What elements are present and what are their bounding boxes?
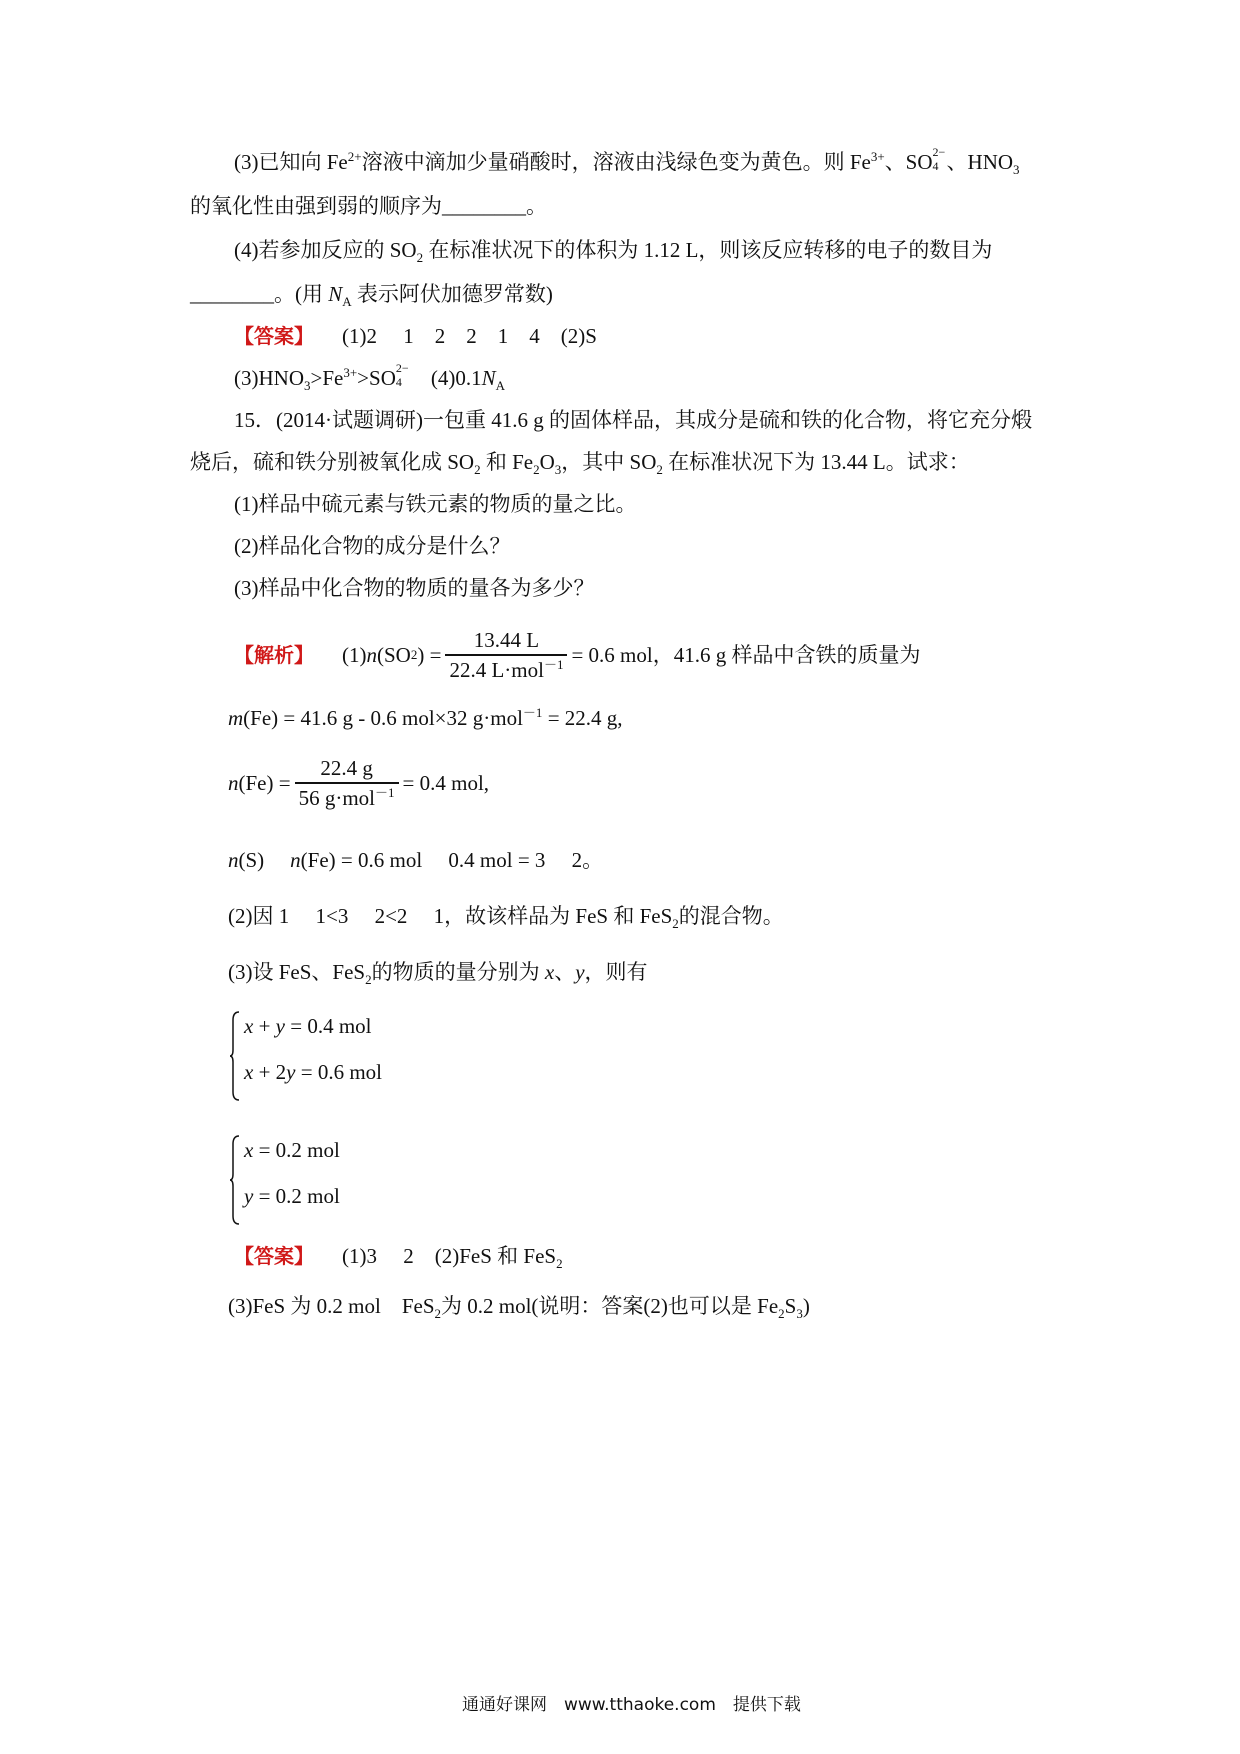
subscript: 2: [474, 462, 481, 478]
text: S: [784, 1294, 797, 1318]
text: ，则有: [584, 960, 648, 984]
text: 溶液中滴加少量硝酸时，溶液由浅绿色变为黄色。则 Fe: [361, 150, 871, 174]
text: m: [228, 706, 244, 730]
charge: 2+: [347, 149, 362, 164]
text: (Fe) = 0.6 mol 0.4 mol = 3 2。: [300, 848, 604, 872]
text: n: [228, 771, 239, 795]
text: (1)3 2 (2)FeS 和 FeS: [342, 1244, 557, 1268]
superscript: －1: [522, 705, 543, 720]
text: 的物质的量分别为: [371, 960, 545, 984]
text: (S): [238, 848, 265, 872]
subscript: 4: [932, 159, 939, 174]
text: = 0.2 mol: [253, 1184, 340, 1208]
q14-answer-line2: [234, 361, 506, 394]
text: (4)0.1: [409, 366, 482, 390]
subscript: 2: [365, 972, 372, 988]
subscript: 3: [1013, 162, 1020, 178]
text: (3)已知向 Fe: [234, 150, 348, 174]
text: x: [244, 1060, 254, 1084]
sulfate-script: [395, 361, 410, 390]
text: 的混合物。: [678, 904, 784, 928]
q15-analysis-part3: [228, 958, 648, 986]
text: n: [228, 848, 239, 872]
text: 22.4 L·mol: [449, 658, 544, 682]
avogadro-symbol: N: [328, 282, 343, 306]
charge: 2−: [932, 145, 946, 160]
text: 在标准状况下的体积为 1.12 L，则该反应转移的电子的数目为: [423, 238, 993, 262]
q15-stem-line1: 15．(2014·试题调研)一包重 41.6 g 的固体样品，其成分是硫和铁的化合物，将它充分煅: [234, 408, 1032, 432]
q15-analysis-part2: [228, 902, 784, 930]
sulfate-script: [932, 145, 947, 174]
text: 表示阿伏加德罗常数): [351, 282, 553, 306]
text: = 0.6 mol，41.6 g 样品中含铁的质量为: [571, 643, 921, 667]
analysis-tag: 【解析】: [234, 643, 314, 667]
q14-part4-line2: [190, 280, 553, 308]
subscript: 3: [303, 378, 311, 394]
q15-sub2: (2)样品化合物的成分是什么？: [234, 534, 511, 558]
text: x: [244, 1138, 254, 1162]
text: 和 Fe: [480, 450, 534, 474]
fraction: [445, 626, 567, 684]
text: >SO: [357, 366, 396, 390]
equation-line: [244, 1182, 340, 1210]
text: + 2: [253, 1060, 287, 1084]
q15-moles-fe: [228, 754, 489, 812]
denominator: [295, 784, 399, 812]
left-brace-icon: [230, 1010, 240, 1102]
text: 烧后，硫和铁分别被氧化成 SO: [190, 450, 475, 474]
text: 、SO: [884, 150, 933, 174]
text: = 0.4 mol,: [402, 771, 490, 795]
answer-tag: 【答案】: [234, 1244, 314, 1268]
q15-sub1: (1)样品中硫元素与铁元素的物质的量之比。: [234, 492, 637, 516]
q15-answer-line1: [234, 1242, 563, 1270]
numerator: 13.44 L: [473, 628, 540, 652]
q15-answer-line2: [228, 1292, 810, 1320]
text: y: [244, 1184, 254, 1208]
text: = 0.2 mol: [253, 1138, 340, 1162]
fraction: [295, 754, 399, 812]
text: 、: [554, 960, 576, 984]
text: n: [366, 643, 377, 667]
subscript: A: [495, 378, 506, 394]
text: ，其中 SO: [561, 450, 657, 474]
q15-ratio: [228, 846, 603, 874]
text: 56 g·mol: [298, 786, 376, 810]
equation-line: [244, 1136, 340, 1164]
text: (2)因 1 1<3 2<2 1，故该样品为 FeS 和 FeS: [228, 904, 673, 928]
superscript: －1: [375, 785, 395, 800]
q14-part4-line1: [234, 236, 992, 264]
q15-sub3: (3)样品中化合物的物质的量各为多少？: [234, 576, 595, 600]
q14-part3-line2: 的氧化性由强到弱的顺序为________。: [190, 194, 547, 218]
text: = 22.4 g,: [542, 706, 623, 730]
subscript: 2: [434, 1306, 442, 1322]
text: 在标准状况下为 13.44 L。试求：: [662, 450, 970, 474]
denominator: [445, 656, 567, 684]
text: (3)FeS 为 0.2 mol FeS: [228, 1294, 435, 1318]
q15-analysis-line1: 【解析】 (1) n (SO 2 ) = $\frac{13.44 L}{22.4 L\cdot mol^{-1}}$ = 0.6 mol，41.6 g 样品中含铁的质量为: [234, 628, 921, 682]
equation-line: [244, 1058, 382, 1086]
equation-system-2: [230, 1134, 430, 1226]
superscript: －1: [543, 657, 564, 672]
text: n: [290, 848, 301, 872]
equation-system-1: [230, 1010, 430, 1102]
equation-line: [244, 1012, 372, 1040]
subscript: 2: [416, 250, 424, 266]
subscript: 3: [554, 462, 562, 478]
charge: 3+: [870, 149, 885, 164]
subscript: 2: [533, 462, 540, 478]
text: y: [575, 960, 585, 984]
text: (1): [342, 643, 367, 667]
q14-part3-line1: [234, 145, 1020, 178]
subscript: 4: [395, 375, 402, 390]
text: (3)设 FeS、FeS: [228, 960, 366, 984]
text: O: [539, 450, 555, 474]
text: = 0.4 mol: [285, 1014, 372, 1038]
answer-text: (1)2 1 2 2 1 4 (2)S: [342, 324, 597, 348]
q15-mass-fe: [228, 704, 623, 732]
numerator: 22.4 g: [320, 756, 373, 780]
answer-tag: 【答案】: [234, 324, 314, 348]
charge: 2−: [395, 361, 409, 376]
subscript: 2: [778, 1306, 785, 1322]
avogadro-symbol: N: [481, 366, 496, 390]
text: (4)若参加反应的 SO: [234, 238, 417, 262]
text: x: [544, 960, 555, 984]
subscript: 3: [796, 1306, 803, 1322]
text: y: [286, 1060, 296, 1084]
left-brace-icon: [230, 1134, 240, 1226]
text: ________。(用: [190, 282, 329, 306]
subscript: A: [342, 294, 352, 310]
text: (3)HNO: [234, 366, 304, 390]
text: = 0.6 mol: [295, 1060, 383, 1084]
text: ) =: [417, 643, 442, 667]
text: y: [275, 1014, 285, 1038]
subscript: 2: [672, 916, 679, 932]
charge: 3+: [343, 365, 358, 380]
text: (Fe) = 41.6 g - 0.6 mol×32 g·mol: [243, 706, 523, 730]
page-footer: 通通好课网 www.tthaoke.com 提供下载: [462, 1695, 801, 1715]
subscript: 2: [556, 1256, 563, 1272]
text: +: [253, 1014, 276, 1038]
text: x: [244, 1014, 254, 1038]
text: ): [802, 1294, 810, 1318]
text: (Fe) =: [238, 771, 291, 795]
q15-stem-line2: [190, 448, 970, 476]
subscript: 2: [656, 462, 663, 478]
text: (SO: [377, 643, 411, 667]
q14-answer-line1: [234, 322, 597, 350]
text: 为 0.2 mol(说明：答案(2)也可以是 Fe: [441, 1294, 779, 1318]
text: >Fe: [310, 366, 344, 390]
text: 、HNO: [946, 150, 1014, 174]
